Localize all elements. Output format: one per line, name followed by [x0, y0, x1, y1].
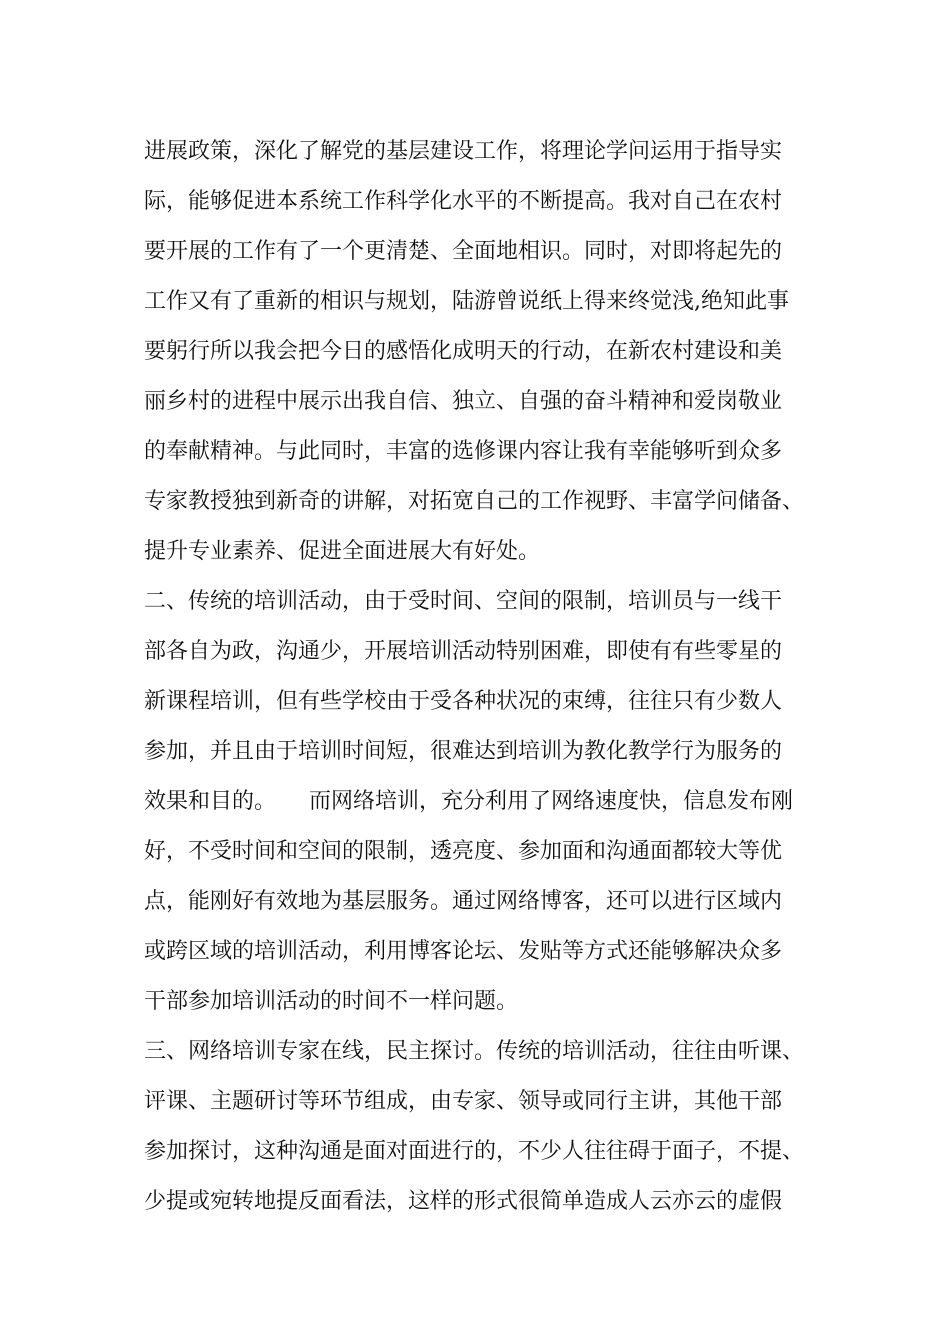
text-line: 三、网络培训专家在线，民主探讨。传统的培训活动，往往由听课、	[144, 1039, 805, 1064]
text-line: 的奉献精神。与此同时，丰富的选修课内容让我有幸能够听到众多	[144, 439, 783, 464]
text-line: 少提或宛转地提反面看法，这样的形式很简单造成人云亦云的虚假	[144, 1189, 783, 1214]
text-line: 专家教授独到新奇的讲解，对拓宽自己的工作视野、丰富学问储备、	[144, 489, 805, 514]
text-line: 或跨区域的培训活动，利用博客论坛、发贴等方式还能够解决众多	[144, 939, 783, 964]
text-line: 要躬行所以我会把今日的感悟化成明天的行动，在新农村建设和美	[144, 339, 783, 364]
text-line: 评课、主题研讨等环节组成，由专家、领导或同行主讲，其他干部	[144, 1089, 783, 1114]
text-line: 点，能刚好有效地为基层服务。通过网络博客，还可以进行区域内	[144, 889, 783, 914]
text-line: 提升专业素养、促进全面进展大有好处。	[144, 539, 541, 564]
text-line: 二、传统的培训活动，由于受时间、空间的限制，培训员与一线干	[144, 589, 783, 614]
text-line: 干部参加培训活动的时间不一样问题。	[144, 989, 519, 1014]
text-line: 好，不受时间和空间的限制，透亮度、参加面和沟通面都较大等优	[144, 839, 783, 864]
text-line: 进展政策，深化了解党的基层建设工作，将理论学问运用于指导实	[144, 139, 783, 164]
text-line: 参加探讨，这种沟通是面对面进行的，不少人往往碍于面子，不提、	[144, 1139, 805, 1164]
text-line: 工作又有了重新的相识与规划，陆游曾说纸上得来终觉浅,绝知此事	[144, 289, 789, 314]
text-line: 参加，并且由于培训时间短，很难达到培训为教化教学行为服务的	[144, 739, 783, 764]
text-line: 部各自为政，沟通少，开展培训活动特别困难，即使有有些零星的	[144, 639, 783, 664]
text-line: 效果和目的。 而网络培训，充分利用了网络速度快，信息发布刚	[144, 789, 794, 814]
text-line: 丽乡村的进程中展示出我自信、独立、自强的奋斗精神和爱岗敬业	[144, 389, 783, 414]
text-line: 新课程培训，但有些学校由于受各种状况的束缚，往往只有少数人	[144, 689, 783, 714]
text-line: 要开展的工作有了一个更清楚、全面地相识。同时，对即将起先的	[144, 239, 783, 264]
text-line: 际，能够促进本系统工作科学化水平的不断提高。我对自己在农村	[144, 189, 783, 214]
